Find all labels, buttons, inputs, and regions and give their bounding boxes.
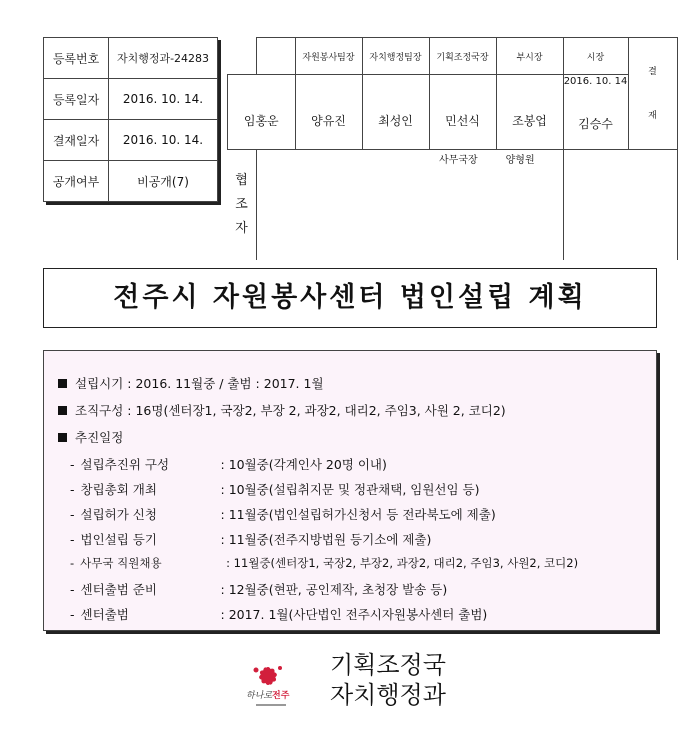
schedule-item: - 창립총회 개최 : 10월중(설립취지문 및 정관채택, 임원선임 등) — [70, 482, 480, 497]
schedule-detail: : 2017. 1월(사단법인 전주시자원봉사센터 출범) — [220, 607, 488, 622]
schedule-step: 창립총회 개최 — [80, 482, 157, 497]
approval-cooperation-blank — [563, 150, 677, 261]
registration-label: 결재일자 — [44, 120, 109, 161]
schedule-step: 법인설립 등기 — [80, 532, 157, 547]
approval-signer-mayor — [563, 75, 628, 150]
approval-cooperation-area — [256, 150, 563, 261]
registration-table — [43, 37, 218, 202]
approval-name-row — [228, 75, 678, 150]
registration-value: 비공개(7) — [109, 161, 218, 202]
cooperator-position: 사무국장 — [439, 155, 478, 166]
approval-gyeol-label: 결 재 — [628, 38, 677, 150]
schedule-step: 사무국 직원채용 — [80, 556, 162, 570]
department-line-2: 자치행정과 — [330, 681, 446, 709]
approval-signer: 최성인 — [362, 75, 429, 150]
schedule-step: 센터출범 준비 — [80, 582, 157, 597]
square-bullet-icon — [58, 433, 67, 442]
approval-signer: 조봉업 — [496, 75, 563, 150]
registration-row — [44, 38, 218, 79]
approval-position: 자원봉사팀장 — [295, 38, 362, 75]
document-title: 전주시 자원봉사센터 법인설립 계획 — [43, 268, 657, 328]
registration-row — [44, 79, 218, 120]
approval-spacer — [228, 38, 257, 75]
schedule-item: - 설립허가 신청 : 11월중(법인설립허가신청서 등 전라북도에 제출) — [70, 507, 496, 522]
approval-position: 기획조정국장 — [429, 38, 496, 75]
approval-spacer — [256, 38, 295, 75]
approval-position: 시장 — [563, 38, 628, 75]
schedule-step: 센터출범 — [80, 607, 129, 622]
schedule-item: - 사무국 직원채용 : 11월중(센터장1, 국장2, 부장2, 과장2, 대리2, 주임3, 사원2, 코디2) — [70, 556, 579, 570]
schedule-detail: : 10월중(각계인사 20명 이내) — [220, 457, 387, 472]
registration-value: 자치행정과-24283 — [109, 38, 218, 79]
approval-signer: 임홍운 — [228, 75, 296, 150]
approval-date: 2016. 10. 14 — [563, 76, 628, 87]
approval-position-row — [228, 38, 678, 75]
registration-label: 등록일자 — [44, 79, 109, 120]
plan-line: 설립시기 : 2016. 11월중 / 출범 : 2017. 1월 — [58, 374, 324, 392]
department-line-1: 기획조정국 — [330, 651, 446, 679]
square-bullet-icon — [58, 406, 67, 415]
schedule-item: - 설립추진위 구성 : 10월중(각계인사 20명 이내) — [70, 457, 387, 472]
plan-box — [43, 350, 657, 631]
svg-text:하나로: 하나로 — [246, 691, 273, 701]
plan-line: 조직구성 : 16명(센터장1, 국장2, 부장 2, 과장2, 대리2, 주임3, 사원 2, 코디2) — [58, 401, 506, 419]
schedule-detail: : 11월중(센터장1, 국장2, 부장2, 과장2, 대리2, 주임3, 사원2, 코디2) — [226, 556, 579, 570]
schedule-detail: : 12월중(현판, 공인제작, 초청장 발송 등) — [220, 582, 448, 597]
registration-row — [44, 161, 218, 202]
cooperator-entry — [439, 151, 563, 166]
registration-value: 2016. 10. 14. — [109, 120, 218, 161]
approval-hyeobjo-label: 협 조 자 — [228, 150, 257, 261]
department-name — [330, 650, 446, 710]
schedule-item: - 센터출범 준비 : 12월중(현판, 공인제작, 초청장 발송 등) — [70, 582, 448, 597]
registration-label: 공개여부 — [44, 161, 109, 202]
approval-cooperation-row — [228, 150, 678, 261]
approval-signer: 민선식 — [429, 75, 496, 150]
schedule-detail: : 11월중(법인설립허가신청서 등 전라북도에 제출) — [220, 507, 496, 522]
schedule-step: 설립허가 신청 — [80, 507, 157, 522]
square-bullet-icon — [58, 379, 67, 388]
cooperator-name: 양형원 — [505, 155, 535, 166]
jeonju-logo-icon — [236, 658, 296, 714]
schedule-detail: : 11월중(전주지방법원 등기소에 제출) — [220, 532, 432, 547]
registration-row — [44, 120, 218, 161]
schedule-detail: : 10월중(설립취지문 및 정관채택, 임원선임 등) — [220, 482, 480, 497]
plan-line: 추진일정 — [58, 428, 123, 446]
registration-label: 등록번호 — [44, 38, 109, 79]
schedule-item: - 법인설립 등기 : 11월중(전주지방법원 등기소에 제출) — [70, 532, 432, 547]
svg-text:전주: 전주 — [272, 691, 290, 701]
approval-position: 부시장 — [496, 38, 563, 75]
approval-name: 김승수 — [578, 117, 613, 131]
approval-signer: 양유진 — [295, 75, 362, 150]
approval-table — [227, 37, 678, 260]
registration-value: 2016. 10. 14. — [109, 79, 218, 120]
schedule-item: - 센터출범 : 2017. 1월(사단법인 전주시자원봉사센터 출범) — [70, 607, 488, 622]
approval-position: 자치행정팀장 — [362, 38, 429, 75]
schedule-step: 설립추진위 구성 — [80, 457, 170, 472]
